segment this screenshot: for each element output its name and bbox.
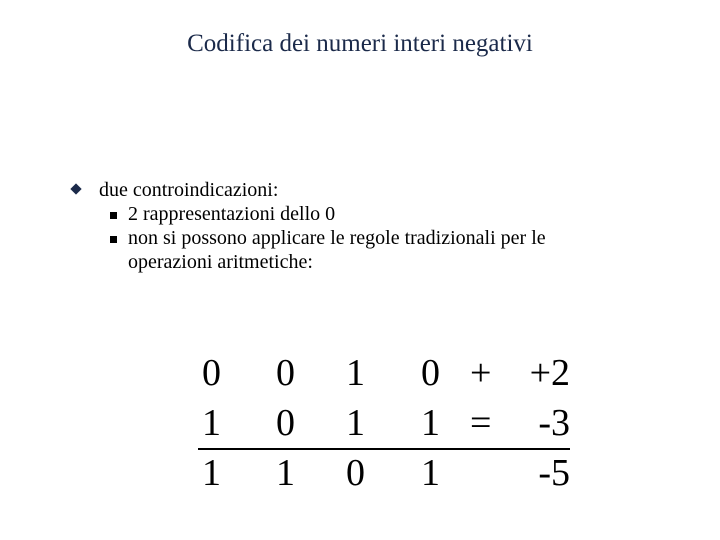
bit: 1 (202, 452, 221, 494)
bullet-main (70, 178, 670, 202)
bullet-sub-2-continued (70, 250, 670, 274)
bit: 0 (276, 402, 295, 444)
equals-sign: = (470, 402, 492, 444)
calc-row-2 (198, 398, 576, 448)
bullet-sub-text: operazioni aritmetiche: (128, 251, 313, 273)
bullet-sub-1 (70, 202, 670, 226)
bit: 1 (346, 402, 365, 444)
square-bullet-icon (110, 236, 117, 243)
decimal-value: -3 (538, 402, 570, 444)
decimal-value: -5 (538, 452, 570, 494)
bullet-sub-text: 2 rappresentazioni dello 0 (128, 203, 336, 225)
plus-sign: + (470, 352, 492, 394)
binary-addition (198, 348, 576, 498)
calc-row-3 (198, 448, 576, 498)
bit: 1 (421, 402, 440, 444)
slide-title: Codifica dei numeri interi negativi (187, 30, 533, 57)
bullet-sub-text: non si possono applicare le regole tradizionali per le (128, 227, 546, 249)
diamond-bullet-icon (70, 183, 81, 194)
bit: 1 (421, 452, 440, 494)
bit: 0 (421, 352, 440, 394)
bit: 0 (202, 352, 221, 394)
square-bullet-icon (110, 212, 117, 219)
decimal-value: +2 (529, 352, 570, 394)
calc-row-1 (198, 348, 576, 398)
bullet-sub-2 (70, 226, 670, 250)
bullet-list (70, 178, 670, 274)
bit: 0 (346, 452, 365, 494)
bit: 0 (276, 352, 295, 394)
bit: 1 (346, 352, 365, 394)
bit: 1 (276, 452, 295, 494)
bit: 1 (202, 402, 221, 444)
bullet-main-text: due controindicazioni: (99, 179, 279, 201)
